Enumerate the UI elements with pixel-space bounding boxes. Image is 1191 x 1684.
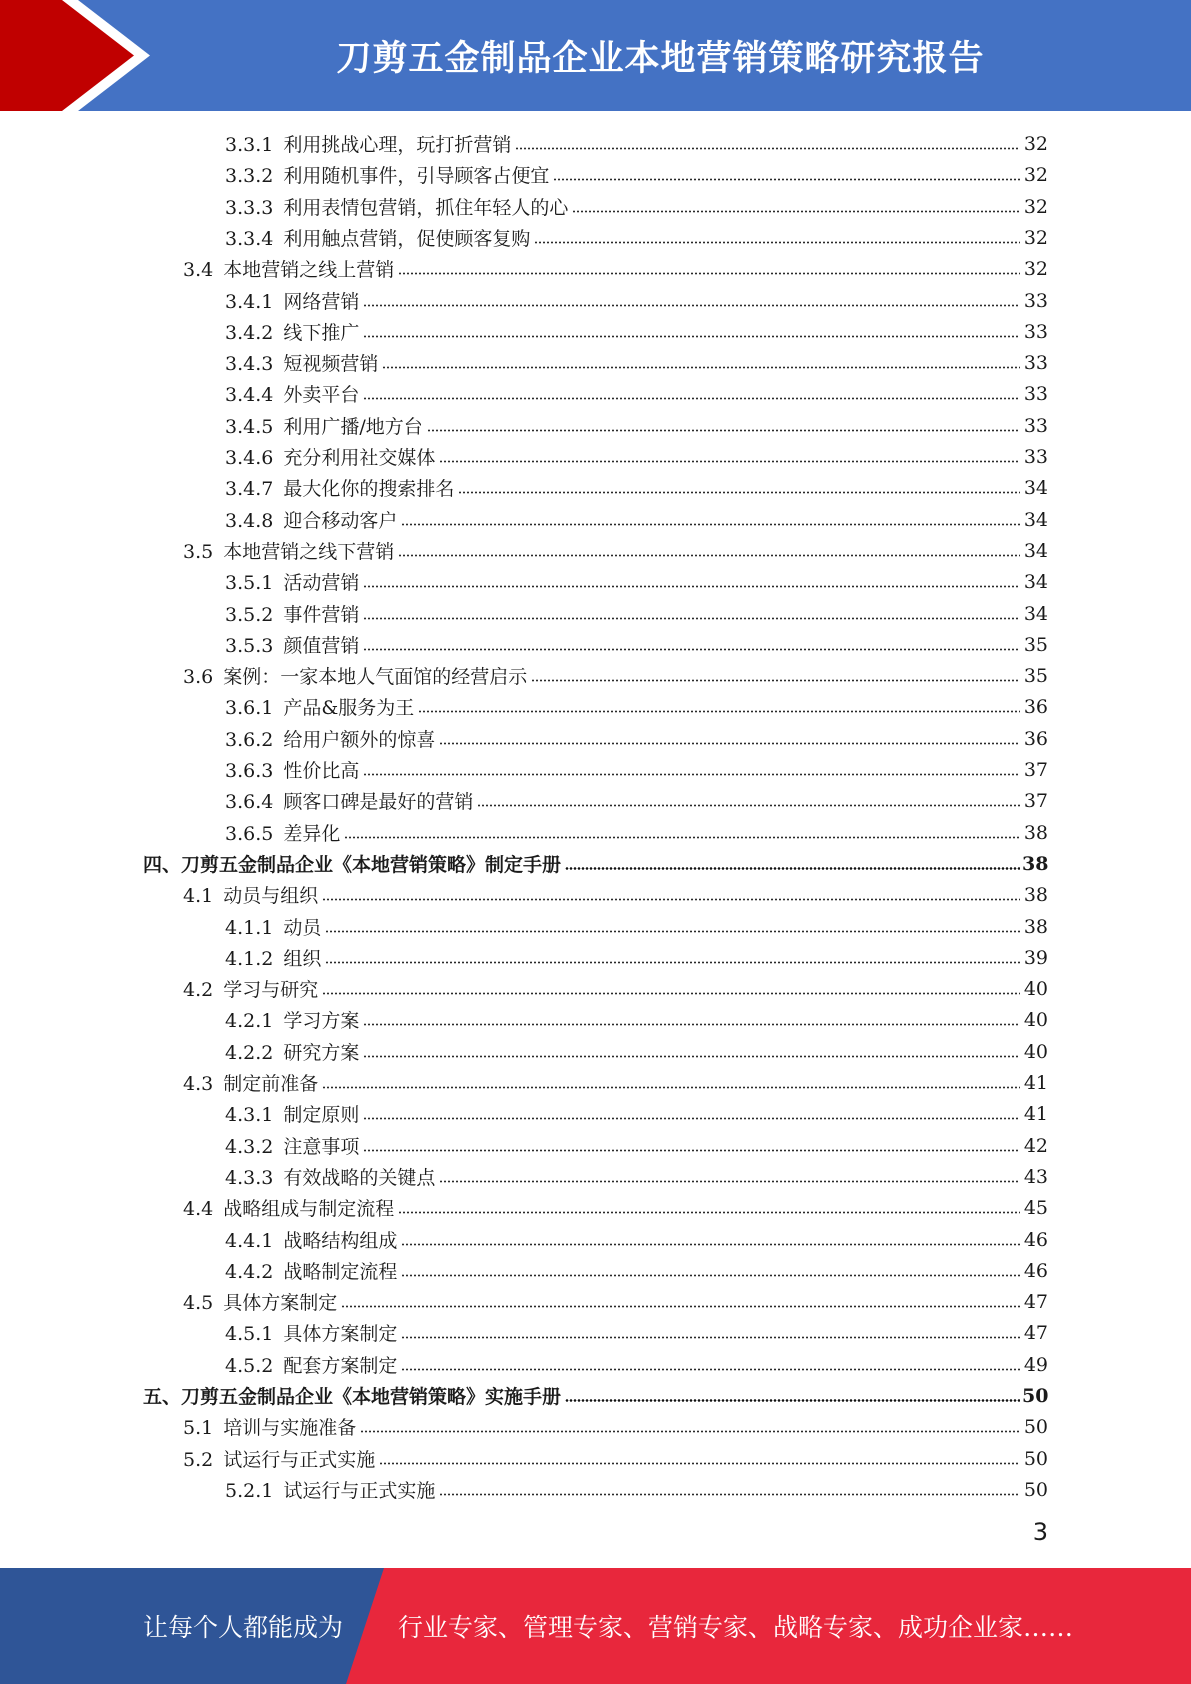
toc-entry-page: 33 bbox=[1023, 351, 1048, 374]
toc-dot-leader bbox=[534, 240, 1020, 246]
toc-entry-page: 36 bbox=[1023, 727, 1048, 750]
toc-entry-label bbox=[225, 693, 414, 720]
toc-entry-page: 37 bbox=[1023, 789, 1048, 812]
toc-entry-title: 有效战略的关键点 bbox=[283, 1167, 436, 1189]
toc-entry-title: 动员与组织 bbox=[223, 885, 319, 907]
toc-entry-label bbox=[183, 537, 394, 564]
toc-entry-title: 利用随机事件，引导顾客占便宜 bbox=[283, 165, 550, 187]
toc-entry-page: 35 bbox=[1023, 633, 1048, 656]
toc-dot-leader bbox=[363, 772, 1020, 778]
toc-entry-page: 41 bbox=[1023, 1071, 1048, 1094]
toc-entry-title: 活动营销 bbox=[283, 572, 360, 594]
toc-entry-number: 5.2 bbox=[183, 1449, 214, 1471]
toc-entry-number: 3.3.3 bbox=[225, 197, 274, 219]
toc-entry-title: 线下推广 bbox=[283, 322, 360, 344]
toc-subsection-entry[interactable] bbox=[225, 629, 1048, 660]
toc-entry-page: 34 bbox=[1023, 476, 1048, 499]
toc-dot-leader bbox=[363, 1022, 1020, 1028]
toc-entry-number: 4.1 bbox=[183, 885, 214, 907]
toc-entry-number: 3.6.1 bbox=[225, 697, 274, 719]
toc-entry-label bbox=[225, 1038, 359, 1065]
toc-dot-leader bbox=[363, 584, 1020, 590]
toc-entry-page: 47 bbox=[1023, 1290, 1048, 1313]
toc-entry-page: 33 bbox=[1023, 320, 1048, 343]
toc-entry-number: 5.2.1 bbox=[225, 1480, 274, 1502]
toc-entry-label bbox=[225, 600, 359, 627]
toc-dot-leader bbox=[458, 490, 1020, 496]
toc-subsection-entry[interactable] bbox=[225, 1036, 1048, 1067]
toc-dot-leader bbox=[439, 741, 1020, 747]
toc-entry-number: 3.4.8 bbox=[225, 510, 274, 532]
toc-entry-number: 4.4.2 bbox=[225, 1261, 274, 1283]
toc-subsection-entry[interactable] bbox=[225, 1098, 1048, 1129]
toc-entry-number: 3.4.5 bbox=[225, 416, 274, 438]
toc-entry-number: 3.6 bbox=[183, 666, 214, 688]
toc-entry-label bbox=[225, 1476, 435, 1503]
toc-section-entry[interactable] bbox=[183, 1286, 1048, 1317]
toc-entry-label bbox=[225, 725, 435, 752]
toc-dot-leader bbox=[360, 1429, 1020, 1435]
toc-entry-label bbox=[225, 1351, 397, 1378]
toc-dot-leader bbox=[344, 835, 1020, 841]
toc-entry-label bbox=[225, 1257, 397, 1284]
toc-entry-label bbox=[183, 1445, 375, 1472]
toc-entry-page: 37 bbox=[1023, 758, 1048, 781]
toc-dot-leader bbox=[401, 1335, 1020, 1341]
toc-entry-label bbox=[225, 380, 359, 407]
toc-entry-number: 4.3.3 bbox=[225, 1167, 274, 1189]
toc-subsection-entry[interactable] bbox=[225, 691, 1048, 722]
toc-entry-title: 利用触点营销，促使顾客复购 bbox=[283, 228, 531, 250]
toc-dot-leader bbox=[572, 209, 1020, 215]
toc-entry-label bbox=[225, 1163, 435, 1190]
toc-subsection-entry[interactable] bbox=[225, 566, 1048, 597]
toc-dot-leader bbox=[427, 428, 1020, 434]
toc-entry-title: 充分利用社交媒体 bbox=[283, 447, 436, 469]
toc-dot-leader bbox=[325, 929, 1020, 935]
toc-entry-title: 制定原则 bbox=[283, 1104, 360, 1126]
toc-section-entry[interactable] bbox=[183, 1411, 1048, 1442]
toc-entry-number: 4.5.2 bbox=[225, 1355, 274, 1377]
toc-dot-leader bbox=[325, 960, 1020, 966]
toc-entry-title: 利用表情包营销，抓住年轻人的心 bbox=[283, 197, 569, 219]
toc-section-entry[interactable] bbox=[183, 973, 1048, 1004]
toc-subsection-entry[interactable] bbox=[225, 1474, 1048, 1505]
toc-entry-page: 36 bbox=[1023, 695, 1048, 718]
toc-dot-leader bbox=[401, 1367, 1020, 1373]
toc-entry-label bbox=[225, 130, 511, 157]
toc-entry-page: 34 bbox=[1023, 602, 1048, 625]
toc-entry-number: 4.2.2 bbox=[225, 1042, 274, 1064]
toc-dot-leader bbox=[565, 866, 1020, 872]
toc-entry-number: 4.5 bbox=[183, 1292, 214, 1314]
toc-entry-label bbox=[225, 819, 340, 846]
toc-dot-leader bbox=[515, 146, 1020, 152]
toc-section-entry[interactable] bbox=[183, 535, 1048, 566]
toc-entry-title: 注意事项 bbox=[283, 1136, 360, 1158]
toc-entry-title: 网络营销 bbox=[283, 291, 360, 313]
toc-subsection-entry[interactable] bbox=[225, 1349, 1048, 1380]
toc-entry-number: 3.3.4 bbox=[225, 228, 274, 250]
toc-dot-leader bbox=[322, 991, 1020, 997]
toc-entry-label bbox=[225, 1226, 397, 1253]
toc-entry-page: 38 bbox=[1023, 915, 1048, 938]
toc-entry-title: 培训与实施准备 bbox=[223, 1417, 357, 1439]
toc-entry-title: 动员 bbox=[283, 917, 322, 939]
toc-entry-page: 33 bbox=[1023, 289, 1048, 312]
toc-section-entry[interactable] bbox=[183, 1443, 1048, 1474]
toc-entry-number: 3.4.2 bbox=[225, 322, 274, 344]
toc-entry-title: 学习与研究 bbox=[223, 979, 319, 1001]
toc-entry-page: 32 bbox=[1023, 163, 1048, 186]
header-arrow-red bbox=[0, 0, 134, 111]
toc-subsection-entry[interactable] bbox=[225, 598, 1048, 629]
toc-entry-title: 差异化 bbox=[283, 823, 341, 845]
toc-entry-label bbox=[225, 944, 321, 971]
toc-entry-page: 43 bbox=[1023, 1165, 1048, 1188]
toc-entry-page: 33 bbox=[1023, 445, 1048, 468]
toc-dot-leader bbox=[382, 365, 1020, 371]
footer-slogan-right: 行业专家、管理专家、营销专家、战略专家、成功企业家…… bbox=[398, 1613, 1074, 1642]
toc-dot-leader bbox=[531, 678, 1020, 684]
toc-subsection-entry[interactable] bbox=[225, 504, 1048, 535]
toc-dot-leader bbox=[363, 616, 1020, 622]
toc-dot-leader bbox=[398, 271, 1020, 277]
toc-dot-leader bbox=[477, 803, 1020, 809]
toc-entry-title: 产品&服务为王 bbox=[283, 697, 415, 719]
toc-entry-title: 学习方案 bbox=[283, 1010, 360, 1032]
toc-entry-title: 试运行与正式实施 bbox=[283, 1480, 436, 1502]
toc-subsection-entry[interactable] bbox=[225, 1224, 1048, 1255]
toc-entry-label bbox=[183, 1194, 394, 1221]
toc-entry-title: 性价比高 bbox=[283, 760, 360, 782]
toc-entry-title: 事件营销 bbox=[283, 604, 360, 626]
toc-subsection-entry[interactable] bbox=[225, 347, 1048, 378]
toc-subsection-entry[interactable] bbox=[225, 441, 1048, 472]
toc-entry-number: 3.4.6 bbox=[225, 447, 274, 469]
toc-subsection-entry[interactable] bbox=[225, 942, 1048, 973]
toc-dot-leader bbox=[322, 1085, 1020, 1091]
toc-entry-label bbox=[225, 913, 321, 940]
toc-dot-leader bbox=[379, 1461, 1020, 1467]
toc-entry-label bbox=[143, 1382, 561, 1409]
toc-entry-page: 34 bbox=[1023, 508, 1048, 531]
footer-slogan-left: 让每个人都能成为 bbox=[143, 1613, 344, 1642]
toc-entry-number: 3.5.3 bbox=[225, 635, 274, 657]
toc-entry-label bbox=[225, 474, 454, 501]
toc-entry-page: 42 bbox=[1023, 1134, 1048, 1157]
toc-entry-page: 32 bbox=[1023, 226, 1048, 249]
toc-entry-number: 4.5.1 bbox=[225, 1323, 274, 1345]
toc-entry-label bbox=[225, 287, 359, 314]
toc-chapter-entry[interactable] bbox=[143, 848, 1048, 879]
toc-entry-page: 34 bbox=[1023, 570, 1048, 593]
toc-entry-label bbox=[225, 349, 378, 376]
page-number: 3 bbox=[1032, 1518, 1048, 1546]
toc-entry-title: 战略制定流程 bbox=[283, 1261, 398, 1283]
toc-entry-number: 4.4.1 bbox=[225, 1230, 274, 1252]
toc-entry-page: 32 bbox=[1023, 195, 1048, 218]
toc-subsection-entry[interactable] bbox=[225, 472, 1048, 503]
toc-entry-label bbox=[225, 443, 435, 470]
toc-entry-label bbox=[183, 881, 318, 908]
toc-subsection-entry[interactable] bbox=[225, 1004, 1048, 1035]
toc-entry-label bbox=[225, 161, 549, 188]
toc-entry-number: 3.5 bbox=[183, 541, 214, 563]
toc-entry-title: 四、刀剪五金制品企业《本地营销策略》制定手册 bbox=[143, 854, 562, 876]
toc-subsection-entry[interactable] bbox=[225, 128, 1048, 159]
toc-entry-title: 组织 bbox=[283, 948, 322, 970]
toc-subsection-entry[interactable] bbox=[225, 911, 1048, 942]
toc-entry-title: 试运行与正式实施 bbox=[223, 1449, 376, 1471]
toc-dot-leader bbox=[565, 1398, 1020, 1404]
toc-entry-label bbox=[225, 1006, 359, 1033]
toc-entry-title: 给用户额外的惊喜 bbox=[283, 729, 436, 751]
toc-entry-number: 3.4 bbox=[183, 259, 214, 281]
toc-entry-label bbox=[225, 568, 359, 595]
toc-dot-leader bbox=[341, 1304, 1020, 1310]
toc-entry-number: 4.3 bbox=[183, 1073, 214, 1095]
toc-entry-title: 研究方案 bbox=[283, 1042, 360, 1064]
toc-entry-number: 4.4 bbox=[183, 1198, 214, 1220]
toc-entry-number: 3.4.7 bbox=[225, 478, 274, 500]
toc-entry-label bbox=[143, 850, 561, 877]
toc-subsection-entry[interactable] bbox=[225, 410, 1048, 441]
toc-entry-label bbox=[183, 255, 394, 282]
toc-entry-page: 32 bbox=[1023, 132, 1048, 155]
toc-dot-leader bbox=[439, 1179, 1020, 1185]
toc-entry-title: 配套方案制定 bbox=[283, 1355, 398, 1377]
toc-dot-leader bbox=[363, 1116, 1020, 1122]
toc-entry-title: 利用广播/地方台 bbox=[283, 416, 423, 438]
toc-entry-number: 4.3.1 bbox=[225, 1104, 274, 1126]
toc-section-entry[interactable] bbox=[183, 879, 1048, 910]
toc-entry-page: 34 bbox=[1023, 539, 1048, 562]
toc-entry-title: 本地营销之线上营销 bbox=[223, 259, 395, 281]
toc-subsection-entry[interactable] bbox=[225, 1130, 1048, 1161]
toc-dot-leader bbox=[363, 334, 1020, 340]
toc-dot-leader bbox=[439, 1492, 1020, 1498]
toc-entry-page: 38 bbox=[1023, 821, 1048, 844]
toc-subsection-entry[interactable] bbox=[225, 191, 1048, 222]
toc-entry-number: 3.4.4 bbox=[225, 384, 274, 406]
toc-entry-page: 45 bbox=[1023, 1196, 1048, 1219]
toc-entry-page: 40 bbox=[1023, 977, 1048, 1000]
toc-entry-title: 顾客口碑是最好的营销 bbox=[283, 791, 474, 813]
toc-entry-number: 3.6.3 bbox=[225, 760, 274, 782]
toc-entry-page: 46 bbox=[1023, 1259, 1048, 1282]
toc-dot-leader bbox=[398, 1210, 1020, 1216]
toc-entry-page: 49 bbox=[1023, 1353, 1048, 1376]
toc-entry-page: 50 bbox=[1023, 1478, 1048, 1501]
toc-dot-leader bbox=[322, 897, 1020, 903]
toc-subsection-entry[interactable] bbox=[225, 159, 1048, 190]
toc-entry-label bbox=[225, 1132, 359, 1159]
toc-entry-page: 50 bbox=[1023, 1415, 1048, 1438]
toc-dot-leader bbox=[398, 553, 1020, 559]
toc-subsection-entry[interactable] bbox=[225, 1161, 1048, 1192]
toc-subsection-entry[interactable] bbox=[225, 817, 1048, 848]
toc-entry-number: 3.4.3 bbox=[225, 353, 274, 375]
toc-entry-title: 战略组成与制定流程 bbox=[223, 1198, 395, 1220]
toc-subsection-entry[interactable] bbox=[225, 1255, 1048, 1286]
toc-entry-page: 38 bbox=[1022, 852, 1049, 875]
toc-dot-leader bbox=[363, 396, 1020, 402]
toc-entry-page: 50 bbox=[1023, 1447, 1048, 1470]
toc-entry-number: 3.5.1 bbox=[225, 572, 274, 594]
toc-entry-label bbox=[183, 1069, 318, 1096]
toc-entry-page: 41 bbox=[1023, 1102, 1048, 1125]
toc-subsection-entry[interactable] bbox=[225, 378, 1048, 409]
toc-dot-leader bbox=[418, 709, 1020, 715]
toc-dot-leader bbox=[363, 1148, 1020, 1154]
toc-entry-title: 本地营销之线下营销 bbox=[223, 541, 395, 563]
toc-entry-label bbox=[225, 756, 359, 783]
toc-dot-leader bbox=[363, 303, 1020, 309]
toc-entry-title: 颜值营销 bbox=[283, 635, 360, 657]
toc-entry-title: 案例：一家本地人气面馆的经营启示 bbox=[223, 666, 528, 688]
toc-entry-number: 3.3.2 bbox=[225, 165, 274, 187]
toc-entry-page: 40 bbox=[1023, 1040, 1048, 1063]
toc-entry-number: 3.4.1 bbox=[225, 291, 274, 313]
toc-entry-page: 47 bbox=[1023, 1321, 1048, 1344]
toc-entry-number: 3.6.5 bbox=[225, 823, 274, 845]
toc-entry-title: 五、刀剪五金制品企业《本地营销策略》实施手册 bbox=[143, 1386, 562, 1408]
toc-dot-leader bbox=[363, 1054, 1020, 1060]
toc-entry-page: 35 bbox=[1023, 664, 1048, 687]
toc-entry-title: 战略结构组成 bbox=[283, 1230, 398, 1252]
page-footer bbox=[0, 1568, 1191, 1684]
toc-entry-label bbox=[225, 224, 530, 251]
toc-section-entry[interactable] bbox=[183, 253, 1048, 284]
toc-entry-page: 50 bbox=[1022, 1384, 1049, 1407]
toc-subsection-entry[interactable] bbox=[225, 222, 1048, 253]
toc-section-entry[interactable] bbox=[183, 660, 1048, 691]
toc-subsection-entry[interactable] bbox=[225, 785, 1048, 816]
toc-chapter-entry[interactable] bbox=[143, 1380, 1048, 1411]
toc-entry-title: 短视频营销 bbox=[283, 353, 379, 375]
toc-entry-page: 40 bbox=[1023, 1008, 1048, 1031]
toc-subsection-entry[interactable] bbox=[225, 316, 1048, 347]
toc-entry-title: 外卖平台 bbox=[283, 384, 360, 406]
toc-entry-number: 4.1.1 bbox=[225, 917, 274, 939]
toc-entry-label bbox=[225, 318, 359, 345]
toc-entry-page: 39 bbox=[1023, 946, 1048, 969]
toc-entry-page: 33 bbox=[1023, 382, 1048, 405]
header-arrow-decoration bbox=[0, 0, 160, 111]
toc-entry-number: 4.2 bbox=[183, 979, 214, 1001]
toc-entry-title: 最大化你的搜索排名 bbox=[283, 478, 455, 500]
toc-entry-number: 3.6.2 bbox=[225, 729, 274, 751]
toc-entry-page: 33 bbox=[1023, 414, 1048, 437]
toc-entry-page: 38 bbox=[1023, 883, 1048, 906]
toc-entry-number: 3.6.4 bbox=[225, 791, 274, 813]
toc-dot-leader bbox=[401, 522, 1020, 528]
toc-entry-label bbox=[225, 1319, 397, 1346]
toc-entry-number: 4.1.2 bbox=[225, 948, 274, 970]
toc-entry-label bbox=[183, 662, 527, 689]
toc-entry-title: 迎合移动客户 bbox=[283, 510, 398, 532]
toc-entry-number: 3.5.2 bbox=[225, 604, 274, 626]
toc-subsection-entry[interactable] bbox=[225, 285, 1048, 316]
toc-entry-label bbox=[225, 506, 397, 533]
toc-dot-leader bbox=[401, 1273, 1020, 1279]
report-title: 刀剪五金制品企业本地营销策略研究报告 bbox=[336, 38, 985, 79]
toc-section-entry[interactable] bbox=[183, 1067, 1048, 1098]
toc-entry-number: 3.3.1 bbox=[225, 134, 274, 156]
toc-entry-number: 4.2.1 bbox=[225, 1010, 274, 1032]
toc-entry-label bbox=[225, 412, 423, 439]
toc-dot-leader bbox=[553, 177, 1020, 183]
toc-subsection-entry[interactable] bbox=[225, 1317, 1048, 1348]
toc-dot-leader bbox=[401, 1242, 1020, 1248]
toc-section-entry[interactable] bbox=[183, 1192, 1048, 1223]
toc-entry-number: 5.1 bbox=[183, 1417, 214, 1439]
toc-entry-label bbox=[183, 1288, 337, 1315]
toc-entry-page: 46 bbox=[1023, 1228, 1048, 1251]
toc-entry-title: 利用挑战心理，玩打折营销 bbox=[283, 134, 512, 156]
page-header bbox=[0, 0, 1191, 111]
toc-entry-page: 32 bbox=[1023, 257, 1048, 280]
toc-entry-title: 具体方案制定 bbox=[283, 1323, 398, 1345]
toc-entry-title: 具体方案制定 bbox=[223, 1292, 338, 1314]
toc-subsection-entry[interactable] bbox=[225, 754, 1048, 785]
toc-entry-label bbox=[225, 1100, 359, 1127]
toc-entry-label bbox=[225, 193, 568, 220]
toc-subsection-entry[interactable] bbox=[225, 723, 1048, 754]
toc-entry-number: 4.3.2 bbox=[225, 1136, 274, 1158]
toc-entry-label bbox=[225, 631, 359, 658]
toc-entry-title: 制定前准备 bbox=[223, 1073, 319, 1095]
toc-entry-label bbox=[225, 787, 473, 814]
toc-dot-leader bbox=[363, 647, 1020, 653]
toc-entry-label bbox=[183, 1413, 356, 1440]
toc-dot-leader bbox=[439, 459, 1020, 465]
toc-entry-label bbox=[183, 975, 318, 1002]
